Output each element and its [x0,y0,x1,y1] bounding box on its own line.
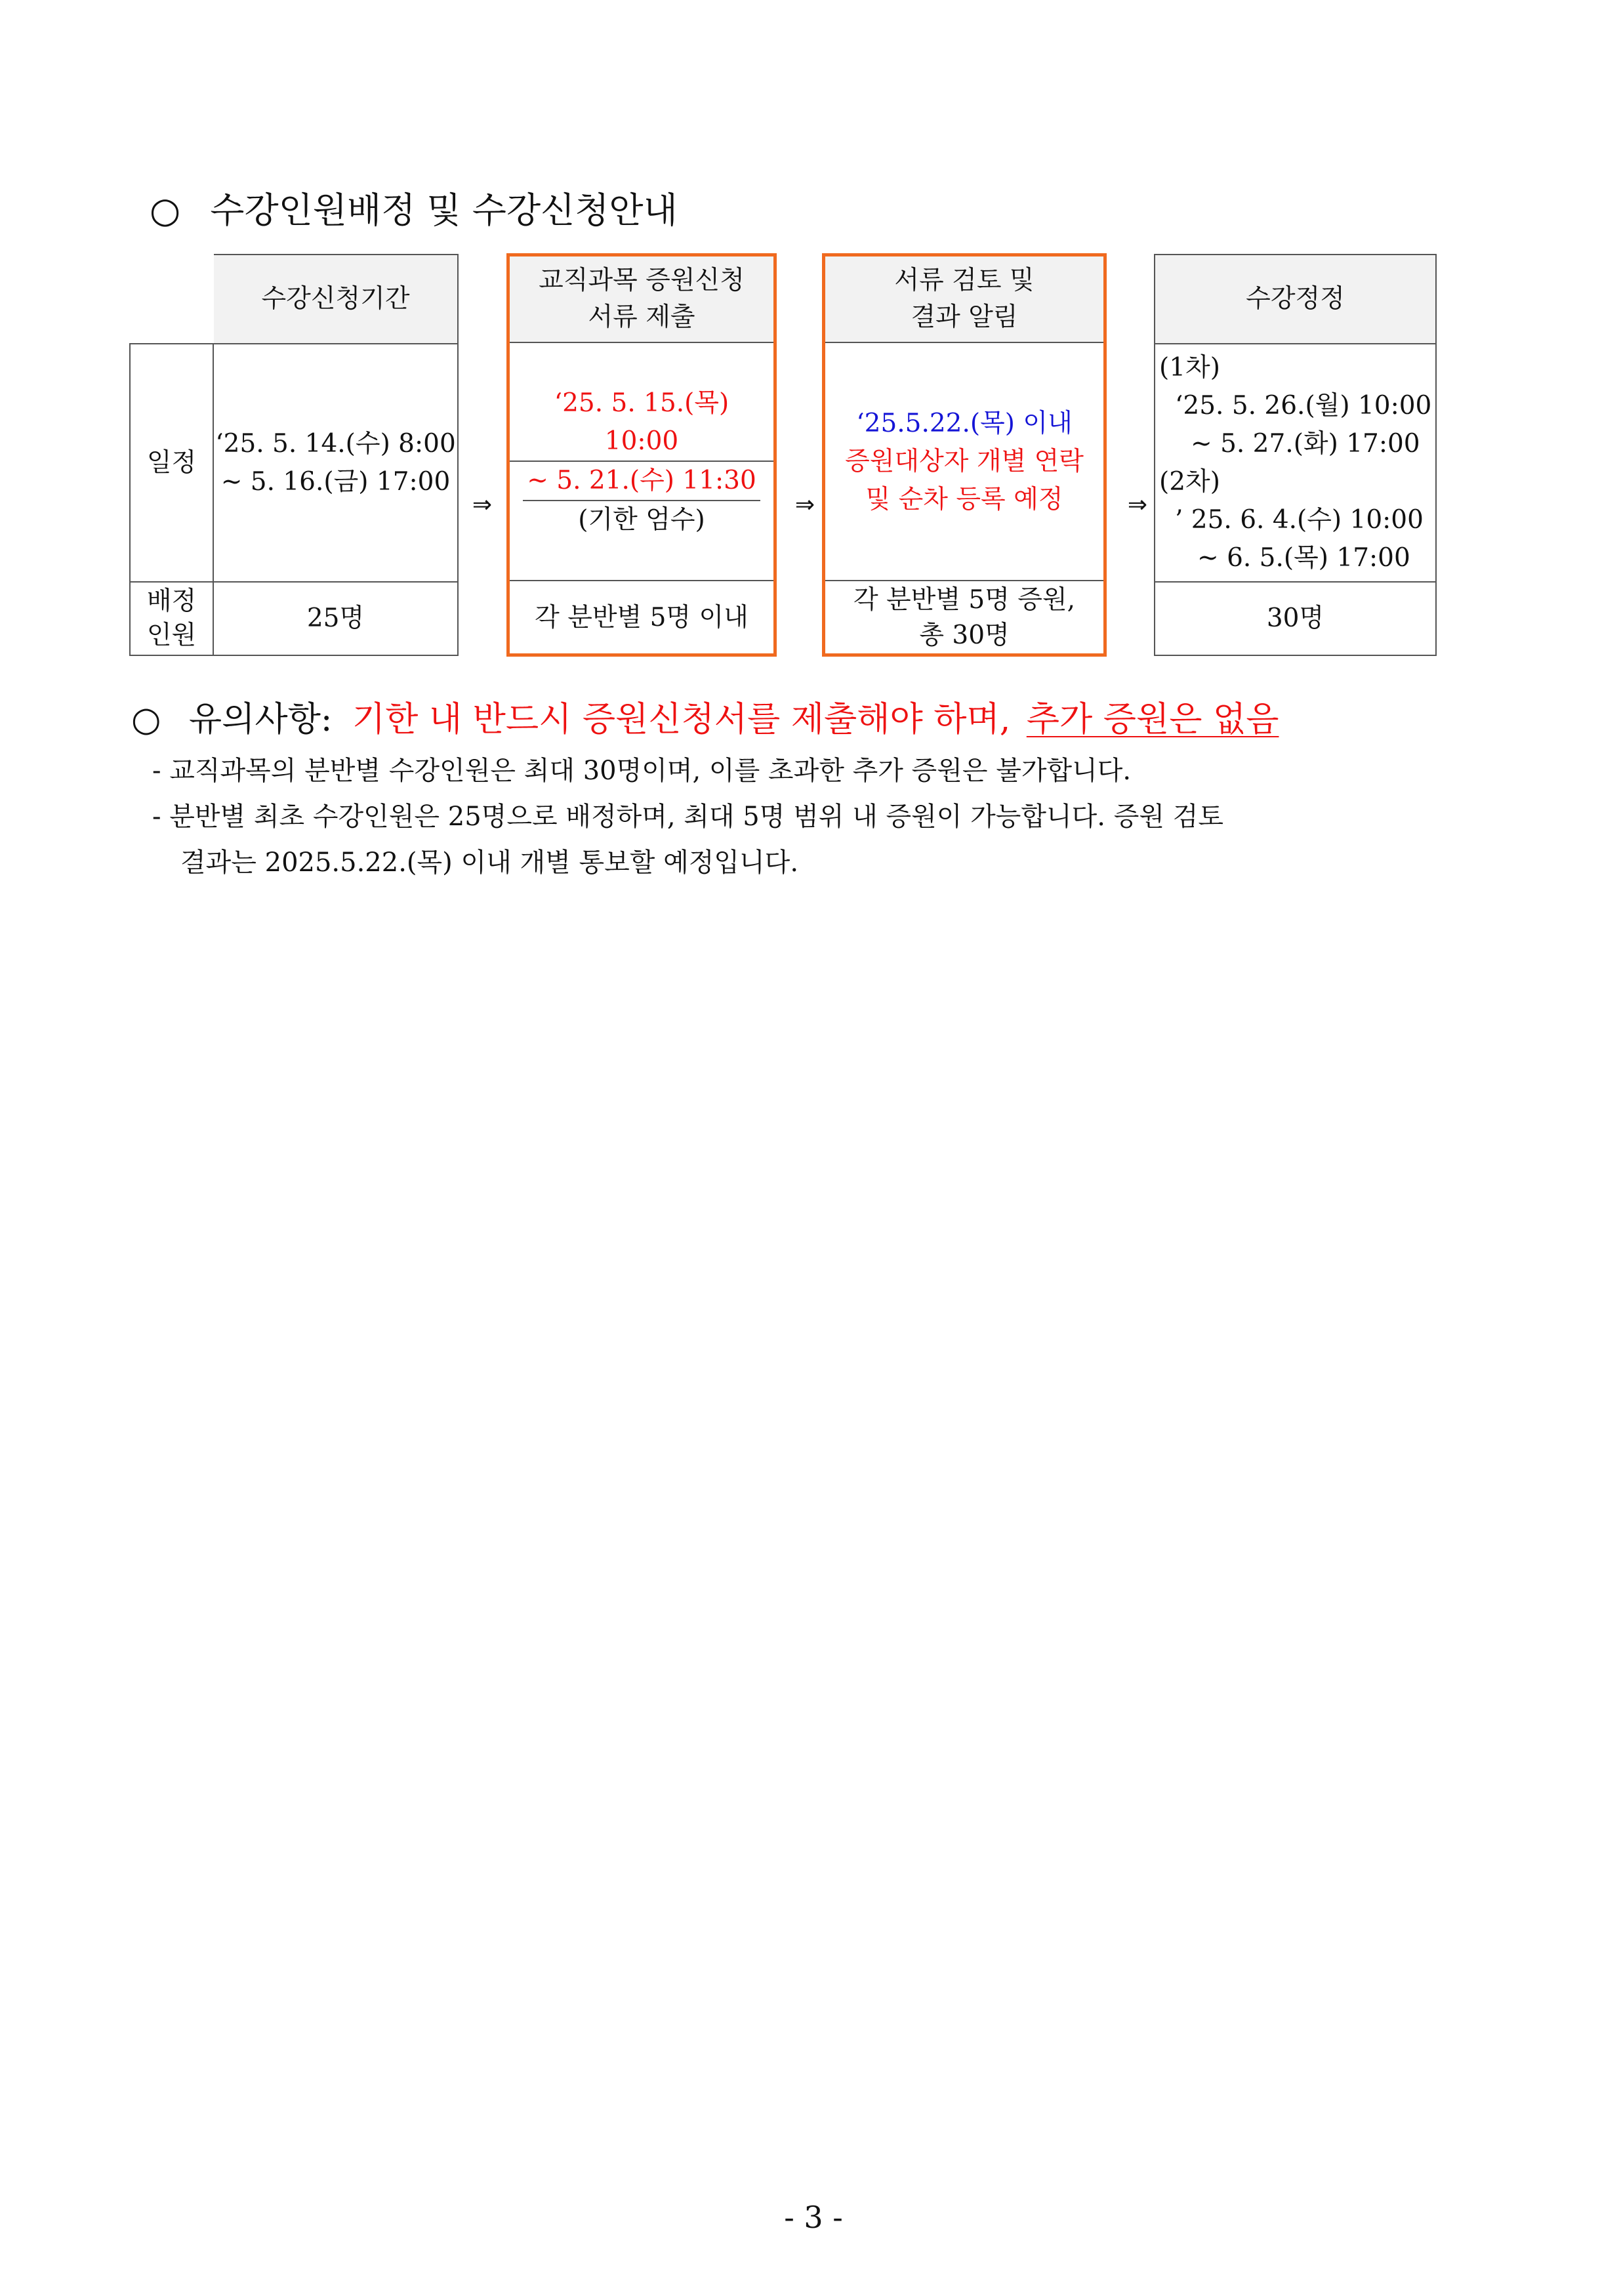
col1-schedule: ‘25. 5. 14.(수) 8:00 ~ 5. 16.(금) 17:00 [214,343,459,581]
notes-heading [131,697,1279,743]
col1-allocation: 25명 [214,581,459,656]
section-title [150,188,678,234]
notes-warning: 기한 내 반드시 증원신청서를 제출해야 하며, [352,700,1011,739]
col2-schedule [510,343,773,581]
col2-allocation: 각 분반별 5명 이내 [535,603,749,632]
note-item: - 분반별 최초 수강인원은 25명으로 배정하며, 최대 5명 범위 내 증원이 가능합니다. 증원 검토 [152,802,1223,832]
col4-allocation: 30명 [1154,581,1437,656]
deadline-end: ~ 5. 21.(수) 11:30 [523,462,760,501]
col4-header: 수강정정 [1154,254,1437,343]
arrow-icon: ⇒ [472,491,493,518]
bullet-circle: ○ [131,700,161,739]
col3-allocation: 각 분반별 5명 증원, 총 30명 [853,585,1076,650]
notes-warning-underlined: 추가 증원은 없음 [1026,700,1279,739]
arrow-icon: ⇒ [794,491,815,518]
note-item: - 교직과목의 분반별 수강인원은 최대 30명이며, 이를 초과한 추가 증원은 불가합니다. [152,756,1132,786]
row-label-allocation: 배정 인원 [129,581,214,656]
deadline-start: ‘25. 5. 15.(목) 10:00 [510,384,773,462]
col1-header: 수강신청기간 [214,254,459,343]
row-label-schedule: 일정 [129,343,214,581]
page-number: - 3 - [784,2200,843,2235]
note-item-continuation: 결과는 2025.5.22.(목) 이내 개별 통보할 예정입니다. [180,848,799,878]
section-title-text: 수강인원배정 및 수강신청안내 [210,190,678,231]
col3-header: 서류 검토 및 결과 알림 [825,256,1103,343]
col2-header: 교직과목 증원신청 서류 제출 [510,256,773,343]
deadline-note: (기한 엄수) [578,504,705,535]
col3-schedule: ‘25.5.22.(목) 이내 증원대상자 개별 연락 및 순차 등록 예정 [825,343,1103,581]
col4-schedule: (1차) ‘25. 5. 26.(월) 10:00 ~ 5. 27.(화) 17:00 (2차) ’ 25. 6. 4.(수) 10:00 ~ 6. 5.(목) 17:00 [1154,343,1437,581]
bullet-circle: ○ [150,190,181,231]
notes-label: 유의사항: [188,700,333,739]
arrow-icon: ⇒ [1127,491,1148,518]
